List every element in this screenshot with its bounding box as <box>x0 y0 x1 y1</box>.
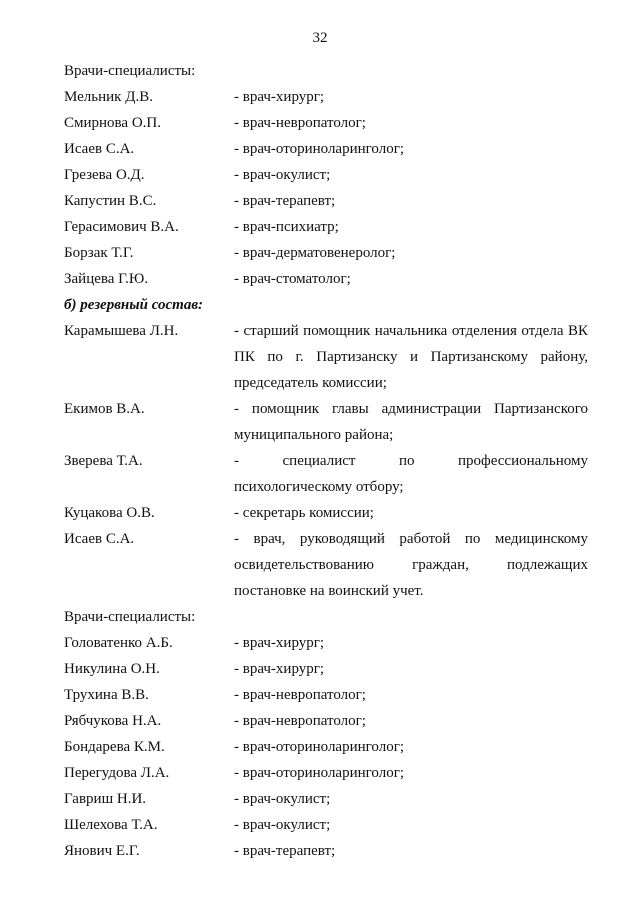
person-name: Зайцева Г.Ю. <box>64 271 149 287</box>
member-row-continuation <box>64 479 588 505</box>
person-name: Карамышева Л.Н. <box>64 323 179 339</box>
specialist-row <box>64 765 588 791</box>
person-name: Никулина О.Н. <box>64 661 160 677</box>
specialist-row <box>64 219 588 245</box>
person-role: - врач-окулист; <box>234 791 331 807</box>
specialist-row <box>64 661 588 687</box>
person-role-line: ПК по г. Партизанску и Партизанскому району, <box>234 349 588 365</box>
person-role-line: - секретарь комиссии; <box>234 505 374 521</box>
specialist-row <box>64 635 588 661</box>
specialist-row <box>64 141 588 167</box>
reserve-heading-text: б) резервный состав: <box>64 297 204 313</box>
person-role: - врач-терапевт; <box>234 843 336 859</box>
member-row-continuation <box>64 557 588 583</box>
specialist-row <box>64 245 588 271</box>
person-role: - врач-хирург; <box>234 635 325 651</box>
person-role-line: освидетельствованию граждан, подлежащих <box>234 557 588 573</box>
specialist-row <box>64 843 588 869</box>
person-name: Куцакова О.В. <box>64 505 155 521</box>
person-role-line: председатель комиссии; <box>234 375 387 391</box>
member-row-continuation <box>64 375 588 401</box>
person-name: Гавриш Н.И. <box>64 791 147 807</box>
section-heading <box>64 609 588 635</box>
person-role: - врач-оториноларинголог; <box>234 739 405 755</box>
person-name: Мельник Д.В. <box>64 89 153 105</box>
person-name: Грезева О.Д. <box>64 167 145 183</box>
member-row-continuation <box>64 583 588 609</box>
specialist-row <box>64 817 588 843</box>
section-heading-text: Врачи-специалисты: <box>64 63 196 79</box>
person-role: - врач-невропатолог; <box>234 687 366 703</box>
member-row <box>64 531 588 557</box>
member-row-continuation <box>64 349 588 375</box>
specialist-row <box>64 271 588 297</box>
person-name: Герасимович В.А. <box>64 219 179 235</box>
person-role-line: - старший помощник начальника отделения отдела ВК <box>234 323 588 339</box>
person-name: Исаев С.А. <box>64 141 135 157</box>
person-role-line: - помощник главы администрации Партизанского <box>234 401 588 417</box>
person-name: Янович Е.Г. <box>64 843 140 859</box>
person-name: Зверева Т.А. <box>64 453 143 469</box>
person-role: - врач-оториноларинголог; <box>234 765 405 781</box>
document-body <box>64 63 588 869</box>
member-row <box>64 401 588 427</box>
reserve-heading <box>64 297 588 323</box>
person-role: - врач-невропатолог; <box>234 115 366 131</box>
person-role: - врач-хирург; <box>234 89 325 105</box>
member-row-continuation <box>64 427 588 453</box>
section-heading <box>64 63 588 89</box>
person-role-line: постановке на воинский учет. <box>234 583 424 599</box>
person-name: Бондарева К.М. <box>64 739 165 755</box>
person-name: Борзак Т.Г. <box>64 245 134 261</box>
person-role: - врач-оториноларинголог; <box>234 141 405 157</box>
person-name: Перегудова Л.А. <box>64 765 170 781</box>
member-row <box>64 505 588 531</box>
person-role-line: муниципального района; <box>234 427 394 443</box>
person-role: - врач-окулист; <box>234 817 331 833</box>
specialist-row <box>64 193 588 219</box>
person-name: Рябчукова Н.А. <box>64 713 162 729</box>
person-role: - врач-терапевт; <box>234 193 336 209</box>
specialist-row <box>64 167 588 193</box>
person-name: Головатенко А.Б. <box>64 635 173 651</box>
person-name: Екимов В.А. <box>64 401 145 417</box>
person-role: - врач-хирург; <box>234 661 325 677</box>
member-row <box>64 453 588 479</box>
person-role: - врач-дерматовенеролог; <box>234 245 396 261</box>
person-role-line: - врач, руководящий работой по медицинскому <box>234 531 588 547</box>
member-row <box>64 323 588 349</box>
specialist-row <box>64 791 588 817</box>
section-heading-text: Врачи-специалисты: <box>64 609 196 625</box>
specialist-row <box>64 687 588 713</box>
specialist-row <box>64 713 588 739</box>
person-role-line: психологическому отбору; <box>234 479 404 495</box>
person-role: - врач-невропатолог; <box>234 713 366 729</box>
person-name: Смирнова О.П. <box>64 115 162 131</box>
person-name: Капустин В.С. <box>64 193 157 209</box>
person-role: - врач-психиатр; <box>234 219 339 235</box>
specialist-row <box>64 115 588 141</box>
specialist-row <box>64 89 588 115</box>
person-name: Трухина В.В. <box>64 687 149 703</box>
person-name: Исаев С.А. <box>64 531 135 547</box>
person-role: - врач-стоматолог; <box>234 271 351 287</box>
person-name: Шелехова Т.А. <box>64 817 158 833</box>
person-role: - врач-окулист; <box>234 167 331 183</box>
specialist-row <box>64 739 588 765</box>
page-number: 32 <box>312 30 328 46</box>
person-role-line: - специалист по профессиональному <box>234 453 588 469</box>
